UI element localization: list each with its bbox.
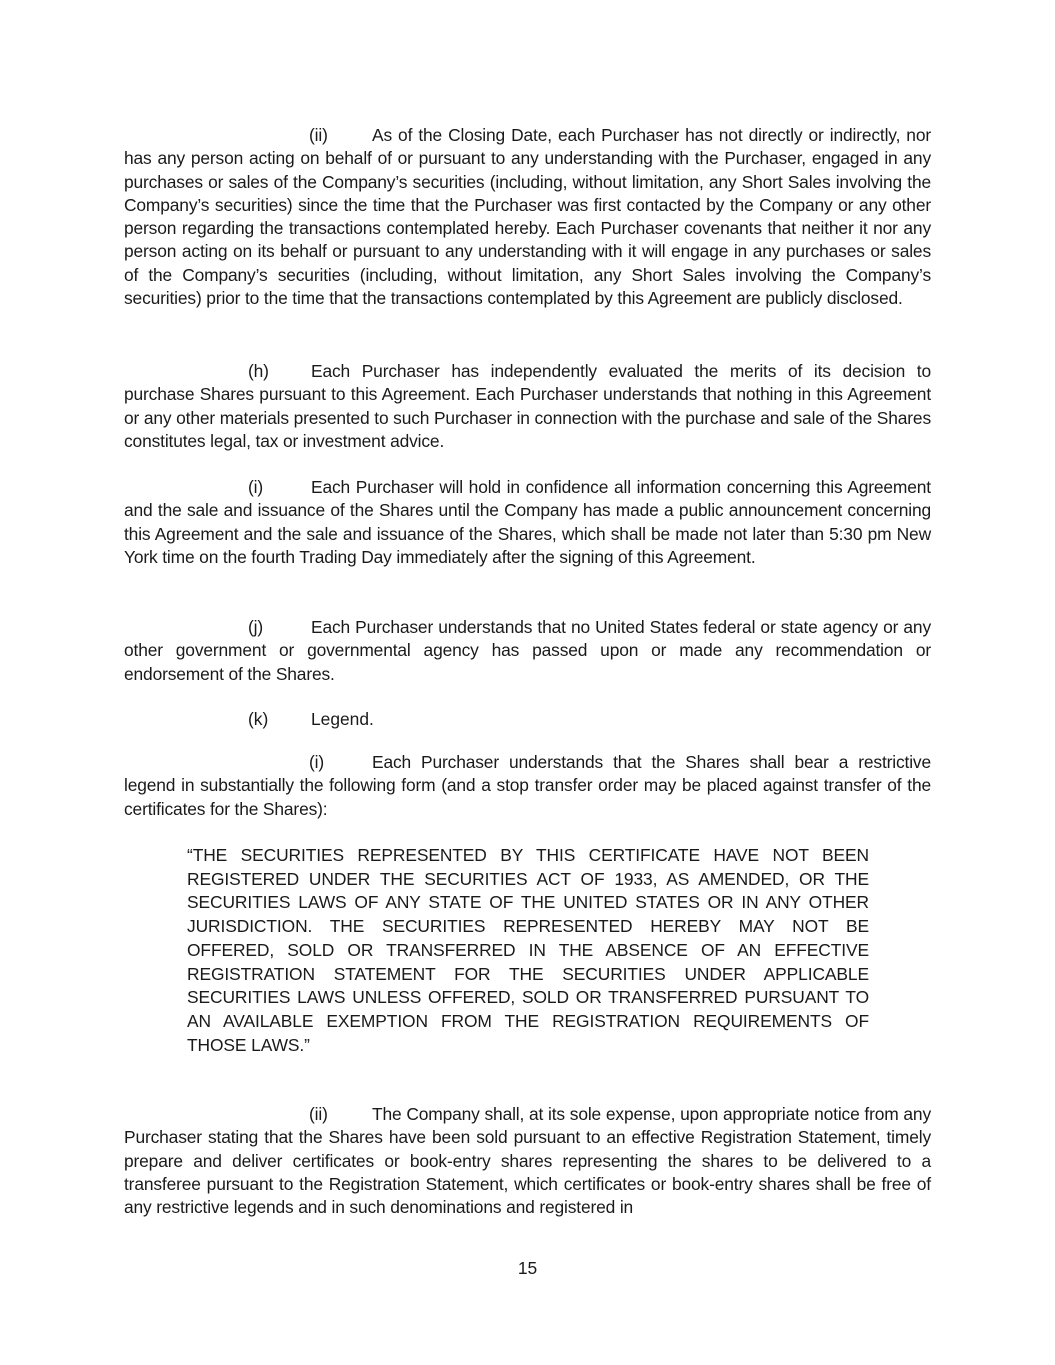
paragraph-label: (ii) bbox=[309, 125, 328, 145]
paragraph-label: (h) bbox=[248, 361, 269, 381]
paragraph-text: Each Purchaser has independently evaluated the merits of its decision to purchase Shares pursuant to this Agreement. Each Purchaser understands that nothing in this Agreement or any other materials presented to such Purchaser in connection with the purchase and sale of the Shares constitutes legal, tax or investment advice. bbox=[124, 361, 931, 451]
paragraph-j bbox=[124, 616, 931, 686]
paragraph-text: Each Purchaser will hold in confidence all information concerning this Agreement and the sale and issuance of the Shares until the Company has made a public announcement concerning this Agreement and the sale and issuance of the Shares, which shall be made not later than 5:30 pm New York time on the fourth Trading Day immediately after the signing of this Agreement. bbox=[124, 477, 931, 567]
section-title: Legend. bbox=[311, 709, 374, 729]
paragraph-label: (ii) bbox=[309, 1104, 328, 1124]
paragraph-text: The Company shall, at its sole expense, upon appropriate notice from any Purchaser stating that the Shares have been sold pursuant to an effective Registration Statement, timely prepare and deliver certificates or book-entry shares representing the shares to be delivered to a transferee pursuant to the Registration Statement, which certificates or book-entry shares shall be free of any restrictive legends and in such denominations and registered in bbox=[124, 1104, 931, 1218]
paragraph-label: (i) bbox=[248, 477, 263, 497]
paragraph-text: Each Purchaser understands that no United States federal or state agency or any other government or governmental agency has passed upon or made any recommendation or endorsement of the Shares. bbox=[124, 617, 931, 684]
paragraph-text: Each Purchaser understands that the Shares shall bear a restrictive legend in substantially the following form (and a stop transfer order may be placed against transfer of the certificates for the Shares): bbox=[124, 752, 931, 819]
paragraph-k-ii bbox=[124, 1103, 931, 1219]
paragraph-g-ii bbox=[124, 124, 931, 310]
section-label: (k) bbox=[248, 709, 269, 729]
paragraph-label: (j) bbox=[248, 617, 263, 637]
legend-quote-block: “THE SECURITIES REPRESENTED BY THIS CERTIFICATE HAVE NOT BEEN REGISTERED UNDER THE SECURITIES ACT OF 1933, AS AMENDED, OR THE SECURITIES LAWS OF ANY STATE OF THE UNITED STATES OR IN ANY OTHER JURISDICTION. THE SECURITIES REPRESENTED HEREBY MAY NOT BE OFFERED, SOLD OR TRANSFERRED IN THE ABSENCE OF AN EFFECTIVE REGISTRATION STATEMENT FOR THE SECURITIES UNDER APPLICABLE SECURITIES LAWS UNLESS OFFERED, SOLD OR TRANSFERRED PURSUANT TO AN AVAILABLE EXEMPTION FROM THE REGISTRATION REQUIREMENTS OF THOSE LAWS.” bbox=[187, 845, 869, 1055]
paragraph-text: As of the Closing Date, each Purchaser has not directly or indirectly, nor has any person acting on behalf of or pursuant to any understanding with the Purchaser, engaged in any purchases or sales of the Company’s securities (including, without limitation, any Short Sales involving the Company’s securities) since the time that the Purchaser was first contacted by the Company or any other person regarding the transactions contemplated hereby. Each Purchaser covenants that neither it nor any person acting on its behalf or pursuant to any understanding with it will engage in any purchases or sales of the Company’s securities (including, without limitation, any Short Sales involving the Company’s securities) prior to the time that the transactions contemplated by this Agreement are publicly disclosed. bbox=[124, 125, 931, 309]
paragraph-k-i bbox=[124, 751, 931, 821]
paragraph-label: (i) bbox=[309, 752, 324, 772]
page-number: 15 bbox=[517, 1258, 538, 1278]
section-heading-legend bbox=[248, 708, 374, 731]
paragraph-h bbox=[124, 360, 931, 453]
paragraph-i bbox=[124, 476, 931, 569]
